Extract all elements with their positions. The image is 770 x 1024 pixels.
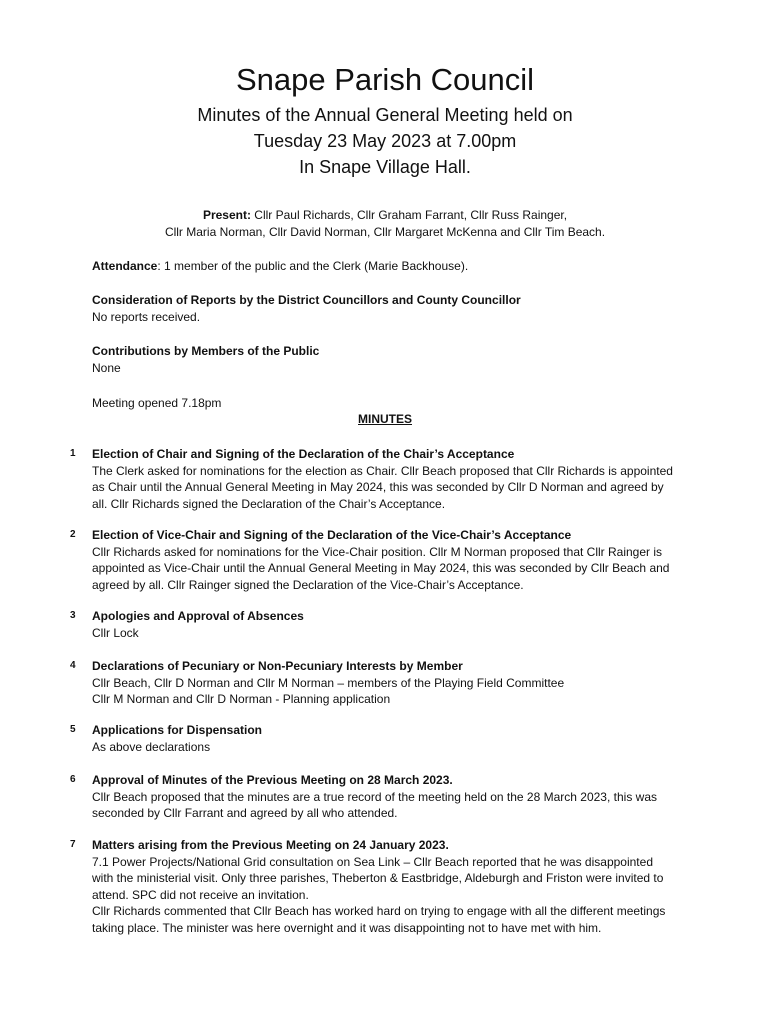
item-text-line: seconded by Cllr Farrant and agreed by all who attended. bbox=[92, 806, 398, 820]
item-number: 4 bbox=[70, 660, 76, 671]
present-names-1: Cllr Paul Richards, Cllr Graham Farrant, Cllr Russ Rainger, bbox=[250, 208, 568, 222]
contributions-section bbox=[92, 343, 732, 376]
item-text-line: Cllr Richards commented that Cllr Beach has worked hard on trying to engage with all the different meetings bbox=[92, 904, 666, 918]
item-text-line: Cllr Lock bbox=[92, 625, 139, 640]
present-line-2: Cllr Maria Norman, Cllr David Norman, Cllr Margaret McKenna and Cllr Tim Beach. bbox=[164, 225, 606, 239]
item-text-line: agreed by all. Cllr Rainger signed the Declaration of the Vice-Chair’s Acceptance. bbox=[92, 577, 524, 592]
item-body bbox=[92, 608, 732, 641]
contributions-text: None bbox=[92, 360, 121, 375]
contributions-heading: Contributions by Members of the Public bbox=[92, 344, 320, 358]
reports-section bbox=[92, 292, 732, 325]
item-text-line: As above declarations bbox=[92, 739, 211, 754]
item-text-line: 7.1 Power Projects/National Grid consultation on Sea Link – Cllr Beach reported that he was disappointed bbox=[92, 854, 653, 869]
meeting-opened: Meeting opened 7.18pm bbox=[92, 396, 222, 410]
item-body bbox=[92, 772, 732, 822]
item-heading: Election of Vice-Chair and Signing of the Declaration of the Vice-Chair’s Acceptance bbox=[92, 528, 572, 542]
item-text-line: Cllr Beach proposed that the minutes are a true record of the meeting held on the 28 March 2023, this was bbox=[92, 789, 657, 804]
item-body bbox=[92, 722, 732, 755]
item-text-line: The Clerk asked for nominations for the election as Chair. Cllr Beach proposed that Cllr Richards is appointed bbox=[92, 463, 673, 478]
item-number: 1 bbox=[70, 448, 76, 459]
subtitle-line-3: In Snape Village Hall. bbox=[299, 157, 471, 177]
minutes-heading: MINUTES bbox=[358, 412, 412, 426]
item-heading: Approval of Minutes of the Previous Meeting on 28 March 2023. bbox=[92, 773, 453, 787]
item-text-line: Cllr Richards asked for nominations for the Vice-Chair position. Cllr M Norman proposed that Cllr Rainger is bbox=[92, 544, 663, 559]
item-text-line: with the ministerial visit. Only three parishes, Theberton & Eastbridge, Aldeburgh and Friston were invited to bbox=[92, 871, 664, 885]
item-body bbox=[92, 446, 732, 512]
item-text-line: Cllr Beach, Cllr D Norman and Cllr M Norman – members of the Playing Field Committee bbox=[92, 675, 565, 690]
attendance-text: : 1 member of the public and the Clerk (Marie Backhouse). bbox=[157, 259, 469, 273]
item-heading: Applications for Dispensation bbox=[92, 723, 263, 737]
item-body bbox=[92, 658, 732, 708]
item-number: 5 bbox=[70, 724, 76, 735]
subtitle-line-2: Tuesday 23 May 2023 at 7.00pm bbox=[253, 131, 517, 151]
item-text-line: appointed as Vice-Chair until the Annual General Meeting in May 2024, this was seconded by Cllr Beach and bbox=[92, 561, 670, 575]
item-text-line: attend. SPC did not receive an invitation. bbox=[92, 887, 309, 902]
item-heading: Apologies and Approval of Absences bbox=[92, 609, 304, 623]
item-body bbox=[92, 837, 732, 936]
item-text-line: taking place. The minister was here overnight and it was disappointing not to have met with him. bbox=[92, 920, 602, 935]
subtitle-line-1: Minutes of the Annual General Meeting held on bbox=[197, 105, 573, 125]
item-heading: Matters arising from the Previous Meeting on 24 January 2023. bbox=[92, 838, 449, 852]
item-body bbox=[92, 527, 732, 593]
attendance bbox=[92, 258, 732, 275]
attendance-label: Attendance bbox=[92, 259, 158, 273]
item-heading: Declarations of Pecuniary or Non-Pecuniary Interests by Member bbox=[92, 659, 463, 673]
present-line-1 bbox=[0, 206, 770, 224]
reports-heading: Consideration of Reports by the District Councillors and County Councillor bbox=[92, 293, 521, 307]
item-text-line: as Chair until the Annual General Meeting in May 2024, this was seconded by Cllr D Norman and agreed by bbox=[92, 480, 664, 494]
present-label: Present: bbox=[202, 208, 251, 222]
item-number: 3 bbox=[70, 610, 76, 621]
item-number: 6 bbox=[70, 774, 76, 785]
reports-text: No reports received. bbox=[92, 309, 201, 324]
item-number: 7 bbox=[70, 839, 76, 850]
item-text-line: all. Cllr Richards signed the Declaration of the Chair’s Acceptance. bbox=[92, 496, 446, 511]
item-heading: Election of Chair and Signing of the Declaration of the Chair’s Acceptance bbox=[92, 447, 515, 461]
page-title: Snape Parish Council bbox=[235, 62, 535, 97]
item-number: 2 bbox=[70, 529, 76, 540]
item-text-line: Cllr M Norman and Cllr D Norman - Planning application bbox=[92, 692, 391, 706]
